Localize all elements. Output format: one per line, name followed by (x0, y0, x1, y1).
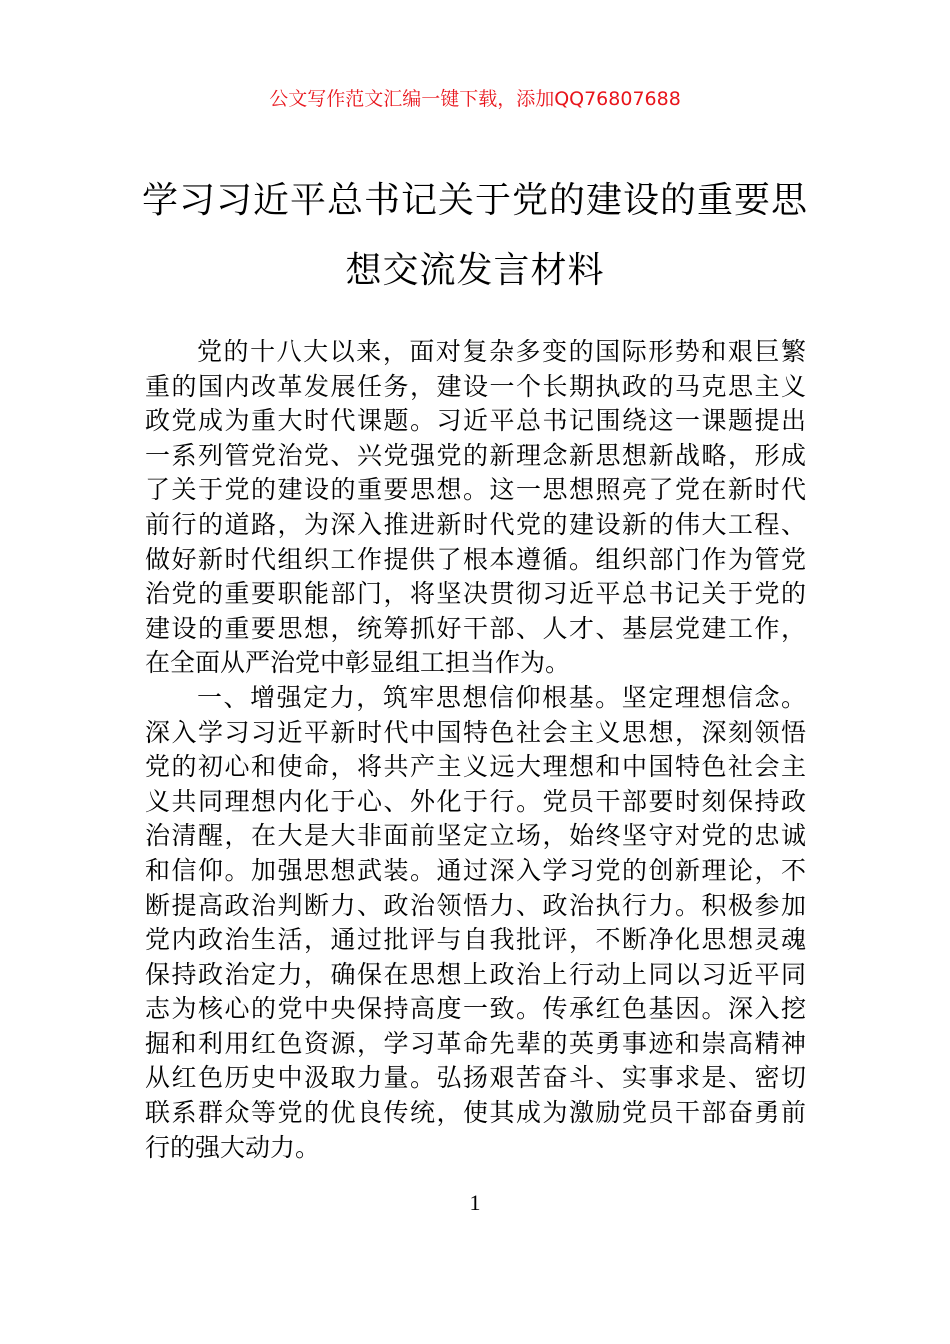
paragraph-line: 治党的重要职能部门，将坚决贯彻习近平总书记关于党的 (145, 579, 806, 609)
paragraph-line: 党的初心和使命，将共产主义远大理想和中国特色社会主 (145, 752, 806, 782)
header-watermark: 公文写作范文汇编一键下载，添加QQ76807688 (269, 88, 681, 110)
paragraph-line: 掘和利用红色资源，学习革命先辈的英勇事迹和崇高精神 (145, 1028, 806, 1058)
paragraph-line: 联系群众等党的优良传统，使其成为激励党员干部奋勇前 (145, 1098, 806, 1128)
paragraph-line: 从红色历史中汲取力量。弘扬艰苦奋斗、实事求是、密切 (145, 1063, 806, 1093)
doc-title-line-2: 想交流发言材料 (345, 250, 605, 291)
paragraph-line: 一系列管党治党、兴党强党的新理念新思想新战略，形成 (145, 440, 806, 470)
paragraph-line: 了关于党的建设的重要思想。这一思想照亮了党在新时代 (145, 475, 806, 505)
paragraph-line: 重的国内改革发展任务，建设一个长期执政的马克思主义 (145, 371, 806, 401)
paragraph-line: 在全面从严治党中彰显组工担当作为。 (145, 648, 571, 678)
paragraph-line: 深入学习习近平新时代中国特色社会主义思想，深刻领悟 (145, 717, 806, 747)
paragraph-line: 断提高政治判断力、政治领悟力、政治执行力。积极参加 (145, 890, 806, 920)
doc-title-line-1: 学习习近平总书记关于党的建设的重要思 (141, 180, 808, 221)
paragraph-line: 党的十八大以来，面对复杂多变的国际形势和艰巨繁 (197, 337, 806, 366)
paragraph-line: 义共同理想内化于心、外化于行。党员干部要时刻保持政 (145, 786, 806, 816)
paragraph-line: 和信仰。加强思想武装。通过深入学习党的创新理论，不 (145, 855, 806, 885)
paragraph-line: 保持政治定力，确保在思想上政治上行动上同以习近平同 (145, 959, 806, 989)
paragraph-line: 建设的重要思想，统筹抓好干部、人才、基层党建工作， (145, 613, 806, 643)
body-text (145, 335, 806, 1165)
paragraph-line: 政党成为重大时代课题。习近平总书记围绕这一课题提出 (145, 406, 806, 436)
paragraph-line: 前行的道路，为深入推进新时代党的建设新的伟大工程、 (145, 509, 806, 539)
paragraph-line: 一、增强定力，筑牢思想信仰根基。坚定理想信念。 (197, 682, 806, 712)
paragraph-line: 做好新时代组织工作提供了根本遵循。组织部门作为管党 (145, 544, 806, 574)
paragraph-line: 党内政治生活，通过批评与自我批评，不断净化思想灵魂 (145, 925, 806, 955)
page-number: 1 (469, 1190, 481, 1215)
paragraph-line: 志为核心的党中央保持高度一致。传承红色基因。深入挖 (145, 994, 806, 1024)
paragraph-line: 行的强大动力。 (145, 1132, 321, 1162)
paragraph-line: 治清醒，在大是大非面前坚定立场，始终坚守对党的忠诚 (145, 821, 806, 851)
